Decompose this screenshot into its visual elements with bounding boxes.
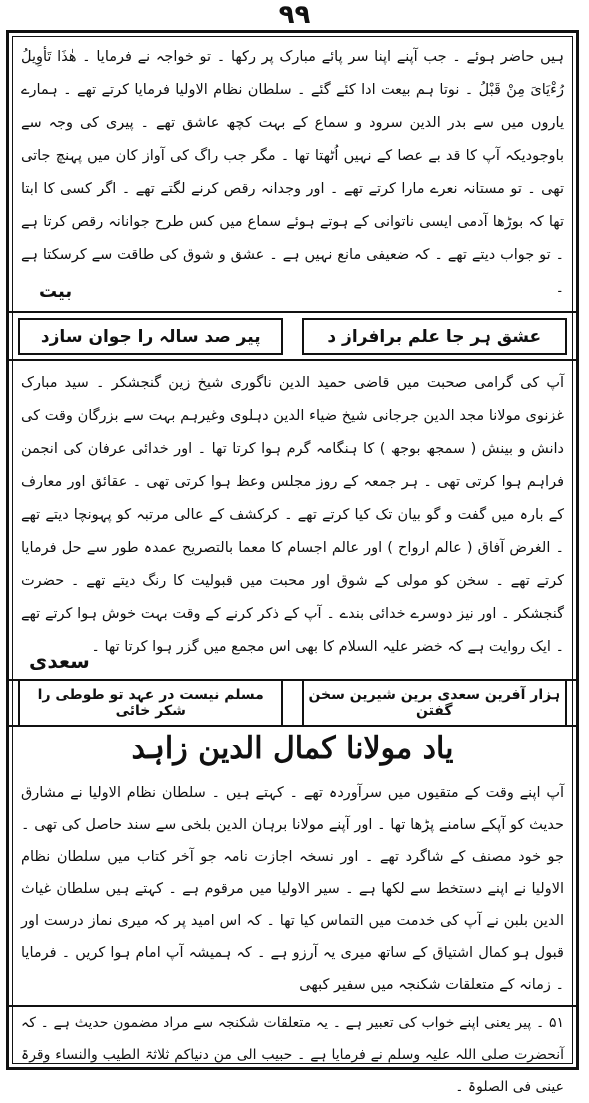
verse-label-bait: بیت — [39, 281, 73, 302]
verse-label-saadi: سعدی — [29, 649, 90, 673]
body-paragraph-1: ہیں حاضر ہوئے ۔ جب آپنے اپنا سر پائے مبارک پر رکھا ۔ تو خواجہ نے فرمایا ۔ هٰذَا تَأوِیلُ رُءْیَایَ مِنْ قَبْلُ ۔ نوتا ہم بیعت ادا کئے گئے ۔ سلطان نظام الاولیا فرمایا کرتے تھے ۔ ہمارے یاروں میں سے بدر الدین سرود و سماع کے بہت کچھ عاشق تھے ۔ پیری کی وجہ سے باوجودیکہ آپ کا قد بے عصا کے نہیں اُٹھتا تھا ۔ مگر جب راگ کی آواز کان میں پہنچ جاتی تھی ۔ تو مستانہ نعرے مارا کرتے تھے ۔ اور وجدانہ رقص کرنے لگتے تھے ۔ اگر کسی کا ابتا تھا کہ بوڑھا آدمی ایسی ناتوانی کے ہوتے ہوئے سماع میں کس طرح جوانانہ رقص کرتا ہے ۔ تو جواب دیتے تھے ۔ کہ ضعیفی مانع نہیں ہے ۔ عشق و شوق کی طاقت سے کرسکتا ہے ۔ — [21, 49, 565, 296]
divider — [9, 311, 576, 313]
footnote: ۵۱ ۔ پیر یعنی اپنے خواب کی تعبیر ہے ۔ یہ متعلقات شکنجہ سے مراد مضمون حدیث ہے ۔ کہ آنحضرت صلی اللہ علیہ وسلم نے فرمایا ہے ۔ حبیب الی من دنیاکم ثلاثۃ الطیب والنساء وقرۃ عینی فی الصلوۃ ۔ — [21, 1015, 564, 1095]
couplet-2-right — [293, 683, 577, 723]
couplet-1-right — [293, 316, 577, 356]
hemistich: پیر صد سالہ را جوان سازد — [18, 318, 283, 355]
section-heading: یاد مولانا کمال الدین زاہد — [131, 731, 454, 766]
divider — [9, 725, 576, 727]
page-frame — [6, 30, 579, 1095]
divider — [9, 359, 576, 361]
couplet-1 — [9, 316, 576, 356]
couplet-2-left — [9, 683, 293, 723]
hemistich: عشق ہر جا علم برافراز د — [302, 318, 567, 355]
couplet-1-left — [9, 316, 293, 356]
hemistich: مسلم نیست در عہد تو طوطی را شکر خائی — [18, 679, 283, 727]
page-number: ۹۹ — [278, 0, 311, 30]
couplet-2 — [9, 683, 576, 723]
body-paragraph-3: آپ اپنے وقت کے متقیوں میں سرآوردہ تھے ۔ کہتے ہیں ۔ سلطان نظام الاولیا نے مشارق حدیث کو آپکے سامنے پڑھا تھا ۔ اور آپنے مولانا برہان الدین بلخی سے سند حاصل کی تھی ۔ جو خود مصنف کے شاگرد تھے ۔ اور نسخہ اجازت نامہ جو آخر کتاب میں سلطان نظام الاولیا نے اپنے دستخط سے لکھا ہے ۔ سیر الاولیا میں مرقوم ہے ۔ کہتے ہیں سلطان غیاث الدین بلبن نے آپ کی خدمت میں التماس کیا تھا ۔ کہ اس امید پر کہ میری نماز درست اور قبول ہو کمال اشتیاق کے ساتھ میری یہ آرزو ہے ۔ کہ ہمیشہ آپ امام ہوا کریں ۔ فرمایا ۔ زمانہ کے متعلقات شکنجہ میں سفیر کبھی — [21, 785, 564, 993]
body-paragraph-2: آپ کی گرامی صحبت میں قاضی حمید الدین ناگوری شیخ زین گنجشکر ۔ سید مبارک غزنوی مولانا مجد الدین جرجانی شیخ ضیاء الدین دہلوی وغیرہم بہت سے بزرگان وقت کی دانش و بینش ( سمجھ بوجھ ) کا ہنگامہ گرم ہوا کرتا تھا ۔ اور خدائی عرفان کی انجمن فراہم ہوا کرتی تھی ۔ ہر جمعہ کے روز مجلس وعظ ہوا کرتی تھی ۔ عقائق اور معارف کے بارہ میں گفت و گو بیان تک کیا کرتے تھے ۔ کرکشف کے عالی مرتبہ کو پہونچا دیتے تھے ۔ الغرض آفاق ( عالم ارواح ) اور عالم اجسام کا معما بالتصریح عمدہ طور سے حل فرمایا کرتے تھے ۔ سخن کو مولی کے شوق اور محبت میں قبولیت کا رنگ دیتے تھے ۔ حضرت گنجشکر ۔ اور نیز دوسرے خدائی بندے ۔ آپ کے ذکر کرنے کے وقت بہت خوش ہوا کرتے تھے ۔ ایک روایت ہے کہ خضر علیہ السلام کا بھی اس مجمع میں گزر ہوا کرتا تھا ۔ — [21, 375, 564, 655]
hemistich: ہزار آفرین سعدی برین شیرین سخن گفتن — [302, 679, 567, 727]
